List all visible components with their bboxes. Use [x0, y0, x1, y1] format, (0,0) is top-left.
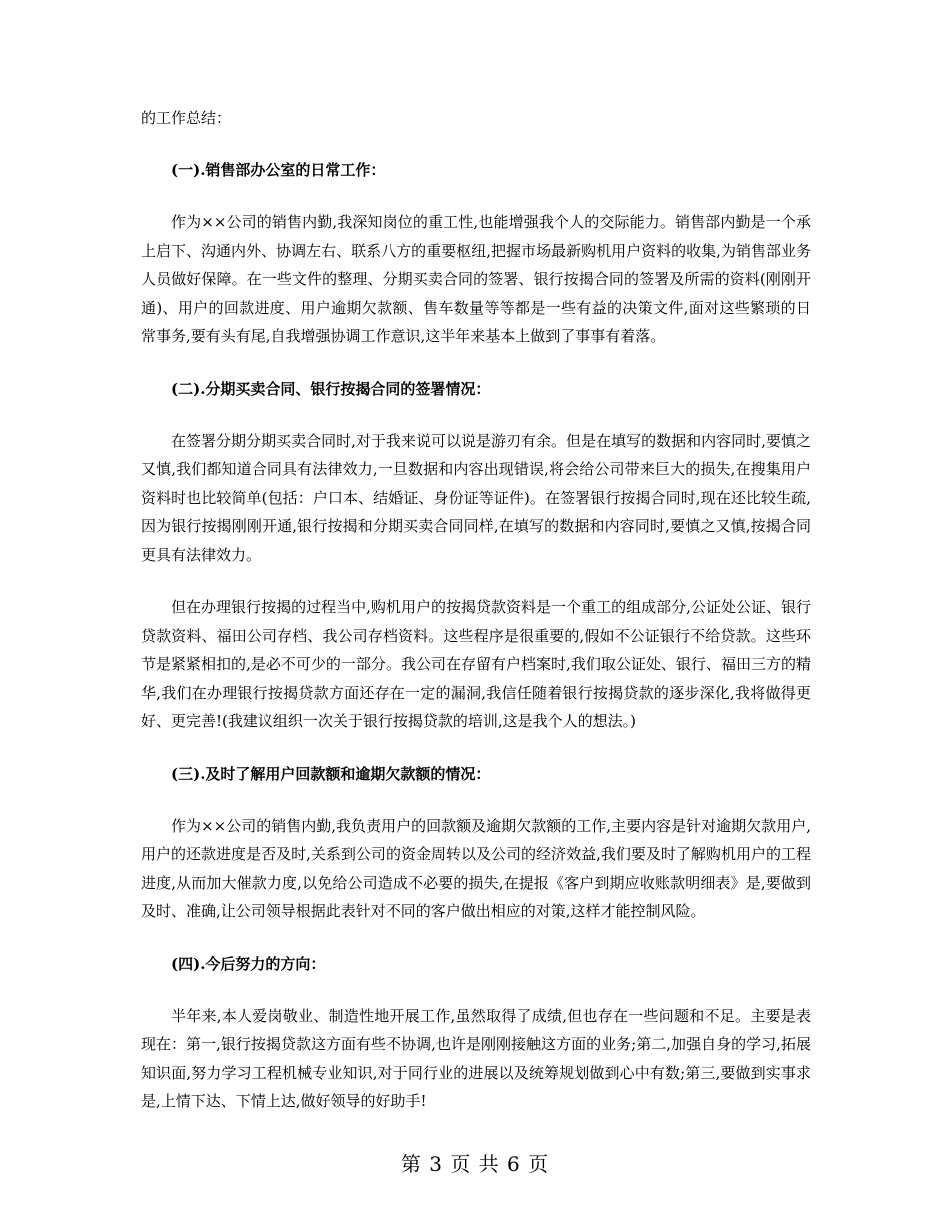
section-paragraph: 作为××公司的销售内勤,我深知岗位的重工性,也能增强我个人的交际能力。销售部内勤是一个承上启下、沟通内外、协调左右、联系八方的重要枢纽,把握市场最新购机用户资料的收集,为销售部业务人员做好保障。在一些文件的整理、分期买卖合同的签署、银行按揭合同的签署及所需的资料(刚刚开通)、用户的回款进度、用户逾期欠款额、售车数量等等都是一些有益的决策文件,面对这些繁琐的日常事务,要有头有尾,自我增强协调工作意识,这半年来基本上做到了事事有着落。: [141, 213, 811, 345]
section-heading: (二).分期买卖合同、银行按揭合同的签署情况：: [171, 379, 491, 398]
section-1: [141, 156, 811, 351]
section-heading: (一).销售部办公室的日常工作：: [171, 161, 386, 179]
intro-line: 的工作总结：: [141, 109, 232, 127]
section-paragraph: 半年来,本人爱岗敬业、制造性地开展工作,虽然取得了成绩,但也存在一些问题和不足。主要是表现在：第一,银行按揭贷款这方面有些不协调,也许是刚刚接触这方面的业务;第二,加强自身的学习,拓展知识面,努力学习工程机械专业知识,对于同行业的进展以及统筹规划做到心中有数;第三,要做到实事求是,上情下达、下情上达,做好领导的好助手!: [141, 1006, 811, 1110]
section-heading: (三).及时了解用户回款额和逾期欠款额的情况：: [171, 764, 491, 783]
section-4: [141, 950, 811, 1116]
section-3: [141, 760, 811, 926]
section-paragraph: 作为××公司的销售内勤,我负责用户的回款额及逾期欠款额的工作,主要内容是针对逾期欠款用户,用户的还款进度是否及时,关系到公司的资金周转以及公司的经济效益,我们要及时了解购机用户的工程进度,从而加大催款力度,以免给公司造成不必要的损失,在提报《客户到期应收账款明细表》是,要做到及时、准确,让公司领导根据此表针对不同的客户做出相应的对策,这样才能控制风险。: [141, 816, 811, 920]
page-number-footer: 第 3 页 共 6 页: [400, 1152, 550, 1176]
section-paragraph: 在签署分期分期买卖合同时,对于我来说可以说是游刃有余。但是在填写的数据和内容同时,要慎之又慎,我们都知道合同具有法律效力,一旦数据和内容出现错误,将会给公司带来巨大的损失,在搜集用户资料时也比较简单(包括：户口本、结婚证、身份证等证件)。在签署银行按揭合同时,现在还比较生疏,因为银行按揭刚刚开通,银行按揭和分期买卖合同同样,在填写的数据和内容同时,要慎之又慎,按揭合同更具有法律效力。: [141, 431, 811, 564]
section-2: [141, 375, 811, 736]
section-heading: (四).今后努力的方向：: [171, 954, 326, 973]
section-paragraph: 但在办理银行按揭的过程当中,购机用户的按揭贷款资料是一个重工的组成部分,公证处公证、银行贷款资料、福田公司存档、我公司存档资料。这些程序是很重要的,假如不公证银行不给贷款。这些环节是紧紧相扣的,是必不可少的一部分。我公司在存留有户档案时,我们取公证处、银行、福田三方的精华,我们在办理银行按揭贷款方面还存在一定的漏洞,我信任随着银行按揭贷款的逐步深化,我将做得更好、更完善!(我建议组织一次关于银行按揭贷款的培训,这是我个人的想法。): [141, 598, 811, 730]
document-body: [141, 104, 811, 1116]
